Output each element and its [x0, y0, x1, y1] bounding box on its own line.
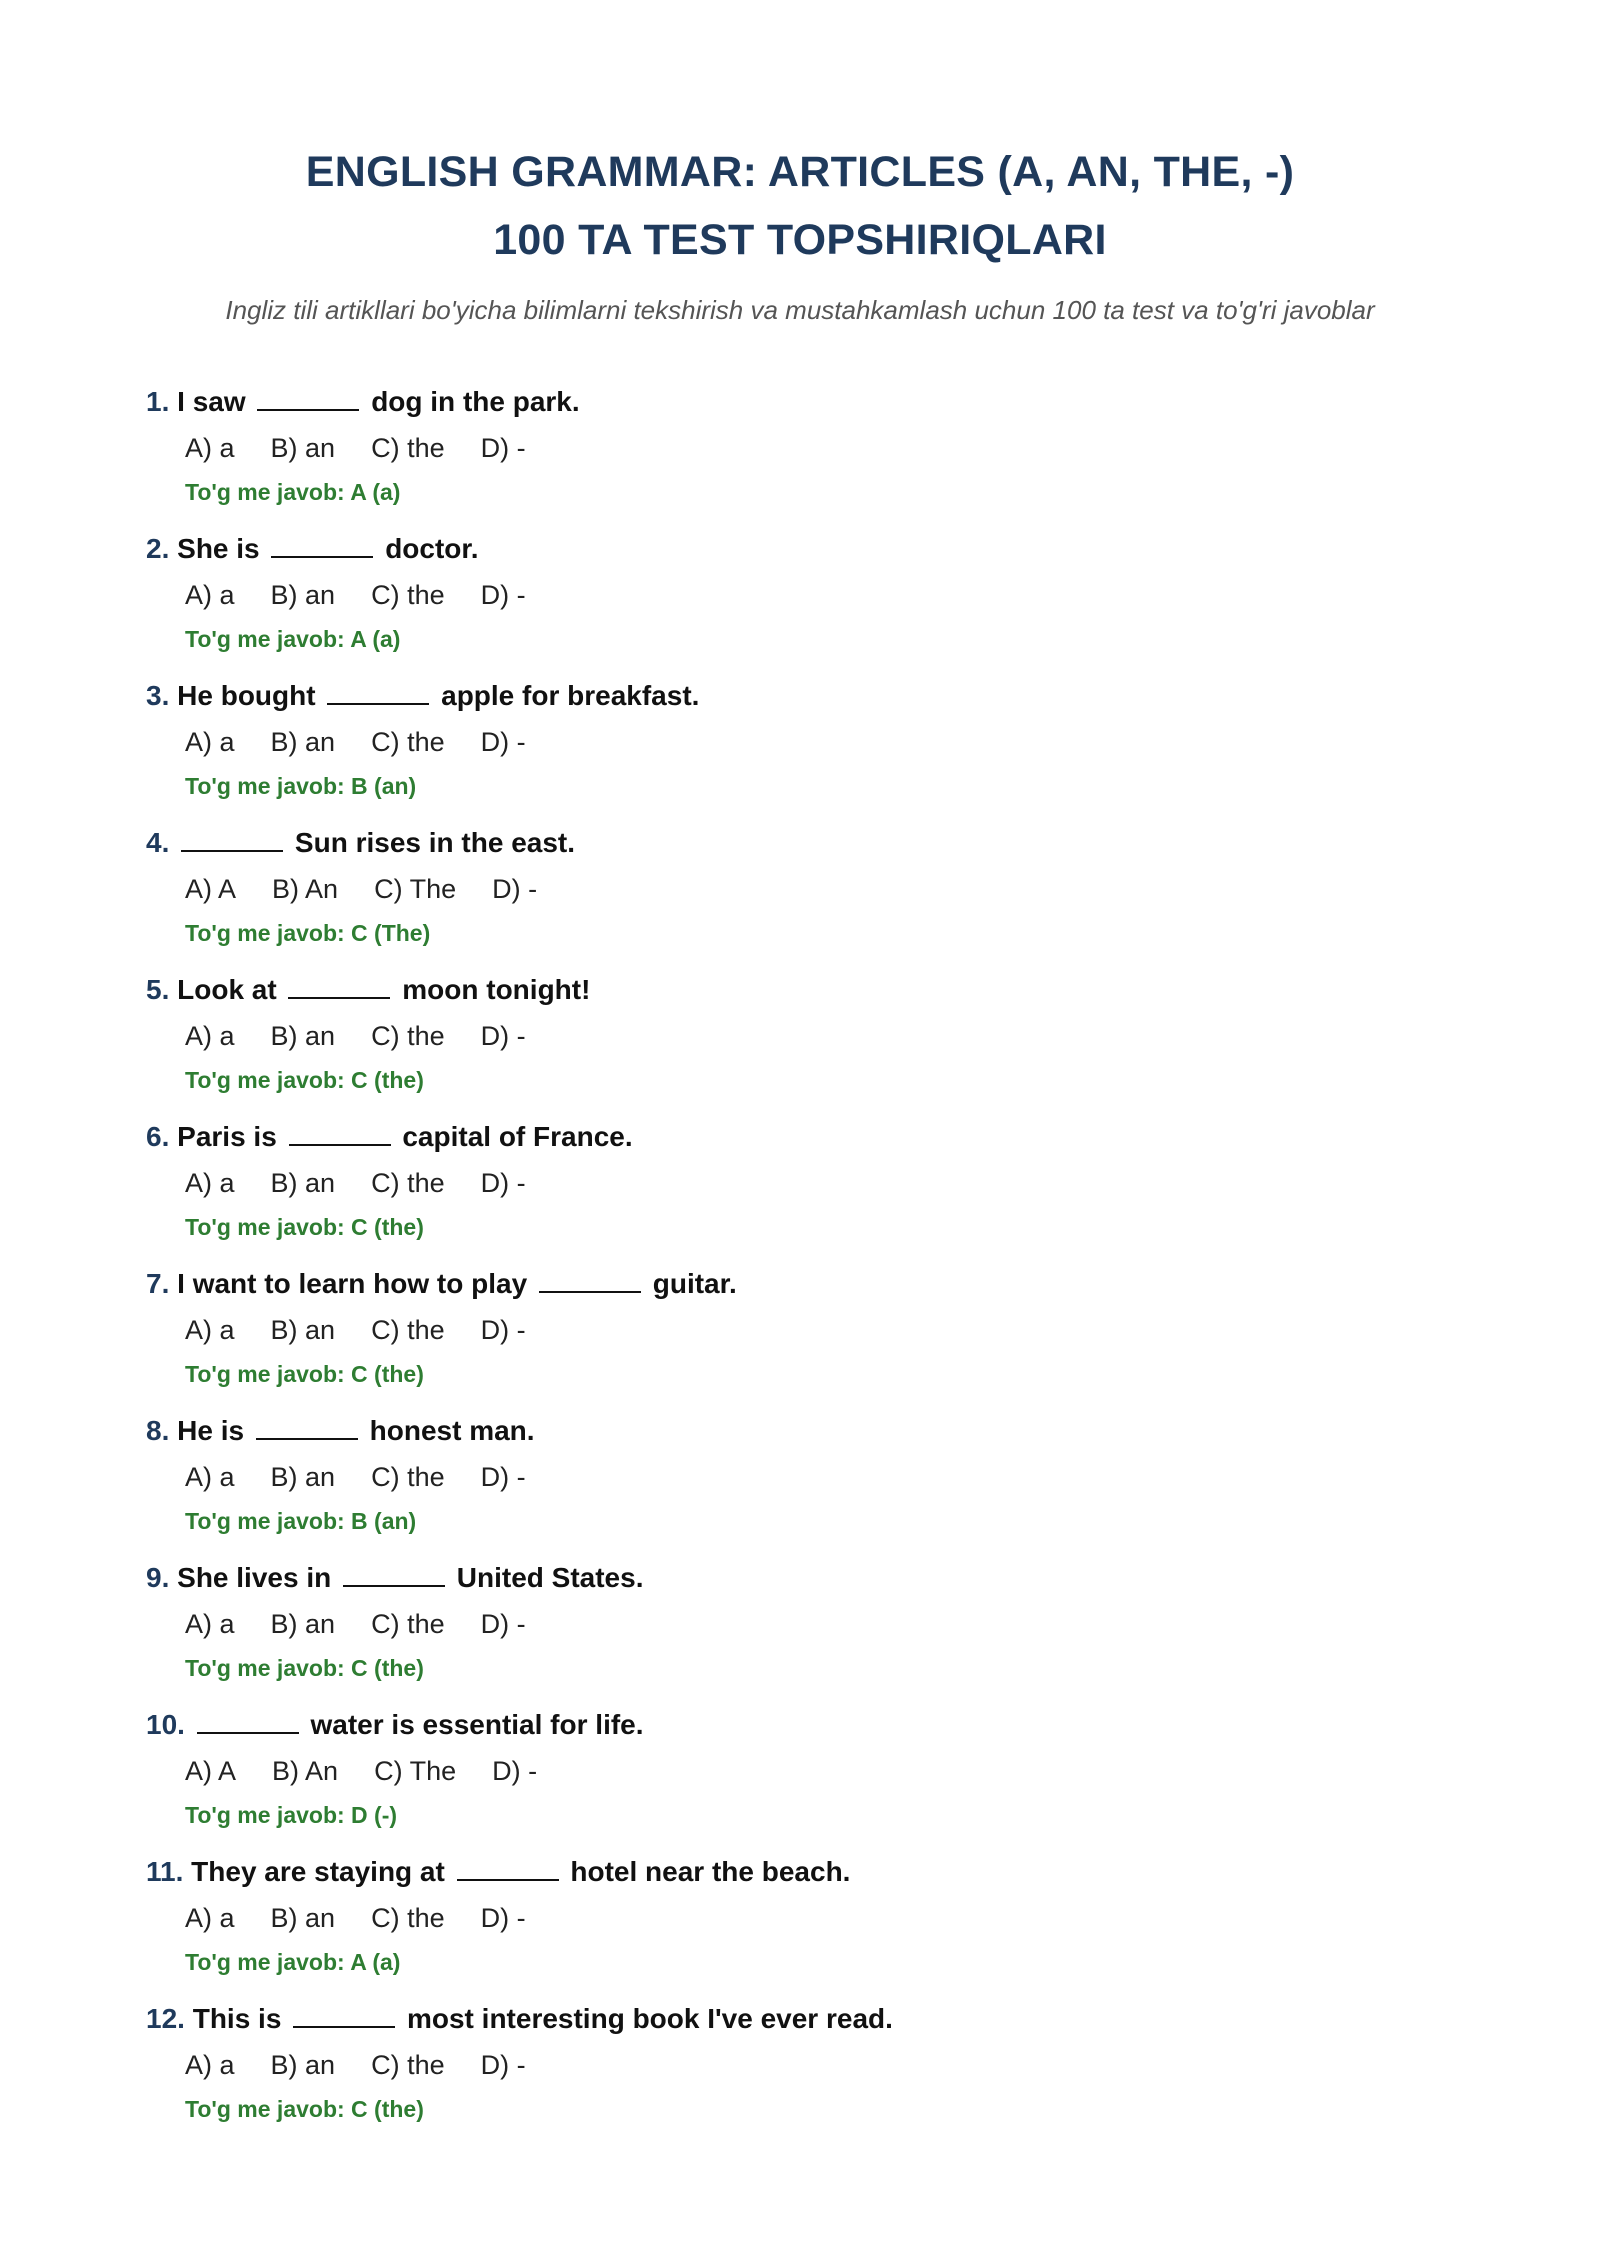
answer-option: B) an: [270, 1609, 336, 1639]
answer-option: C) the: [371, 433, 445, 463]
answer-option: D) -: [480, 580, 526, 610]
correct-answer: To'g me javob: B (an): [185, 773, 417, 799]
question-text-after: guitar.: [652, 1268, 737, 1299]
question-list: [146, 380, 1466, 2144]
question-text-after: Sun rises in the east.: [294, 827, 576, 858]
question-text-before: Look at: [177, 974, 277, 1005]
question-text-before: She lives in: [177, 1562, 332, 1593]
answer-option: C) the: [371, 727, 445, 757]
question-text: [146, 527, 1466, 571]
answer-option: D) -: [480, 1903, 526, 1933]
answer-blank: [181, 826, 283, 852]
question-number: 5.: [146, 974, 170, 1005]
answer-options: [185, 1600, 1466, 1648]
question-number: 6.: [146, 1121, 170, 1152]
answer-blank: [256, 1414, 358, 1440]
page-subtitle: Ingliz tili artikllari bo'yicha bilimlarni tekshirish va mustahkamlash uchun 100 ta test va to'g'ri javoblar: [225, 295, 1375, 325]
question-text-after: moon tonight!: [402, 974, 591, 1005]
answer-option: B) an: [270, 433, 336, 463]
question-item: [146, 821, 1466, 968]
question-item: [146, 1115, 1466, 1262]
answer-option: C) The: [374, 1756, 457, 1786]
question-item: [146, 1556, 1466, 1703]
correct-answer: To'g me javob: C (the): [185, 2096, 424, 2122]
question-text-after: apple for breakfast.: [441, 680, 700, 711]
question-text: [146, 674, 1466, 718]
question-text-after: honest man.: [369, 1415, 535, 1446]
question-item: [146, 1409, 1466, 1556]
answer-option: A) a: [185, 1021, 235, 1051]
answer-options: [185, 1747, 1466, 1795]
answer-options: [185, 1012, 1466, 1060]
answer-option: D) -: [480, 433, 526, 463]
question-text: [146, 968, 1466, 1012]
answer-options: [185, 2041, 1466, 2089]
question-text: [146, 1556, 1466, 1600]
correct-answer: To'g me javob: C (the): [185, 1655, 424, 1681]
answer-option: A) a: [185, 1315, 235, 1345]
answer-options: [185, 424, 1466, 472]
question-number: 10.: [146, 1709, 185, 1740]
correct-answer: To'g me javob: B (an): [185, 1508, 417, 1534]
answer-option: C) The: [374, 874, 457, 904]
question-text-before: Paris is: [177, 1121, 277, 1152]
question-text: [146, 1409, 1466, 1453]
answer-blank: [293, 2002, 395, 2028]
answer-option: D) -: [492, 874, 538, 904]
question-text-before: They are staying at: [191, 1856, 445, 1887]
question-number: 1.: [146, 386, 170, 417]
answer-option: C) the: [371, 1168, 445, 1198]
question-number: 11.: [146, 1856, 184, 1887]
answer-blank: [197, 1708, 299, 1734]
question-text: [146, 380, 1466, 424]
answer-option: B) An: [272, 1756, 339, 1786]
answer-option: B) an: [270, 1315, 336, 1345]
answer-option: A) A: [185, 874, 237, 904]
answer-option: D) -: [480, 2050, 526, 2080]
question-number: 12.: [146, 2003, 185, 2034]
answer-option: A) a: [185, 433, 235, 463]
answer-option: C) the: [371, 1021, 445, 1051]
correct-answer: To'g me javob: A (a): [185, 479, 401, 505]
answer-option: A) a: [185, 1609, 235, 1639]
page-title: ENGLISH GRAMMAR: ARTICLES (A, AN, THE, -): [305, 148, 1295, 196]
answer-option: D) -: [480, 727, 526, 757]
question-text: [146, 1997, 1466, 2041]
question-text-before: She is: [177, 533, 260, 564]
answer-blank: [271, 532, 373, 558]
answer-option: B) an: [270, 580, 336, 610]
answer-option: D) -: [480, 1168, 526, 1198]
question-item: [146, 380, 1466, 527]
answer-option: D) -: [480, 1315, 526, 1345]
answer-option: A) a: [185, 1462, 235, 1492]
answer-option: C) the: [371, 1609, 445, 1639]
question-number: 8.: [146, 1415, 170, 1446]
question-text-after: hotel near the beach.: [570, 1856, 851, 1887]
correct-answer: To'g me javob: C (the): [185, 1067, 424, 1093]
question-item: [146, 1997, 1466, 2144]
answer-option: A) a: [185, 580, 235, 610]
question-text: [146, 1115, 1466, 1159]
question-text: [146, 821, 1466, 865]
correct-answer: To'g me javob: D (-): [185, 1802, 398, 1828]
question-text-after: capital of France.: [402, 1121, 633, 1152]
answer-option: B) an: [270, 727, 336, 757]
answer-option: B) an: [270, 1462, 336, 1492]
answer-options: [185, 571, 1466, 619]
question-item: [146, 674, 1466, 821]
answer-option: D) -: [480, 1462, 526, 1492]
question-text-after: dog in the park.: [371, 386, 580, 417]
answer-option: C) the: [371, 1315, 445, 1345]
answer-options: [185, 1306, 1466, 1354]
answer-option: D) -: [480, 1609, 526, 1639]
answer-option: B) an: [270, 1903, 336, 1933]
answer-option: A) a: [185, 727, 235, 757]
answer-options: [185, 1453, 1466, 1501]
question-item: [146, 1262, 1466, 1409]
answer-options: [185, 1159, 1466, 1207]
answer-option: B) an: [270, 1021, 336, 1051]
question-text-before: I saw: [177, 386, 246, 417]
answer-option: A) a: [185, 1168, 235, 1198]
question-number: 2.: [146, 533, 170, 564]
answer-blank: [289, 1120, 391, 1146]
page-title-secondary: 100 TA TEST TOPSHIRIQLARI: [493, 216, 1107, 264]
answer-blank: [539, 1267, 641, 1293]
answer-blank: [343, 1561, 445, 1587]
answer-option: D) -: [492, 1756, 538, 1786]
answer-option: A) a: [185, 2050, 235, 2080]
question-text-before: I want to learn how to play: [177, 1268, 528, 1299]
answer-options: [185, 718, 1466, 766]
question-text: [146, 1850, 1466, 1894]
answer-option: C) the: [371, 2050, 445, 2080]
question-text-before: He is: [177, 1415, 245, 1446]
question-number: 7.: [146, 1268, 170, 1299]
correct-answer: To'g me javob: C (the): [185, 1214, 424, 1240]
question-text: [146, 1703, 1466, 1747]
question-text-after: doctor.: [385, 533, 479, 564]
question-item: [146, 1703, 1466, 1850]
answer-option: C) the: [371, 1903, 445, 1933]
answer-option: C) the: [371, 1462, 445, 1492]
answer-option: B) an: [270, 2050, 336, 2080]
correct-answer: To'g me javob: C (the): [185, 1361, 424, 1387]
question-text-before: This is: [192, 2003, 282, 2034]
question-item: [146, 1850, 1466, 1997]
correct-answer: To'g me javob: A (a): [185, 626, 401, 652]
question-text-before: He bought: [177, 680, 316, 711]
question-text-after: water is essential for life.: [310, 1709, 644, 1740]
question-number: 9.: [146, 1562, 170, 1593]
question-item: [146, 968, 1466, 1115]
answer-option: C) the: [371, 580, 445, 610]
question-item: [146, 527, 1466, 674]
question-text: [146, 1262, 1466, 1306]
question-number: 4.: [146, 827, 170, 858]
answer-option: B) An: [272, 874, 339, 904]
answer-blank: [257, 385, 359, 411]
correct-answer: To'g me javob: A (a): [185, 1949, 401, 1975]
answer-blank: [457, 1855, 559, 1881]
answer-option: B) an: [270, 1168, 336, 1198]
answer-options: [185, 865, 1466, 913]
answer-option: D) -: [480, 1021, 526, 1051]
correct-answer: To'g me javob: C (The): [185, 920, 431, 946]
answer-option: A) A: [185, 1756, 237, 1786]
answer-option: A) a: [185, 1903, 235, 1933]
question-text-after: United States.: [456, 1562, 644, 1593]
question-number: 3.: [146, 680, 170, 711]
answer-options: [185, 1894, 1466, 1942]
question-text-after: most interesting book I've ever read.: [406, 2003, 893, 2034]
answer-blank: [288, 973, 390, 999]
answer-blank: [327, 679, 429, 705]
